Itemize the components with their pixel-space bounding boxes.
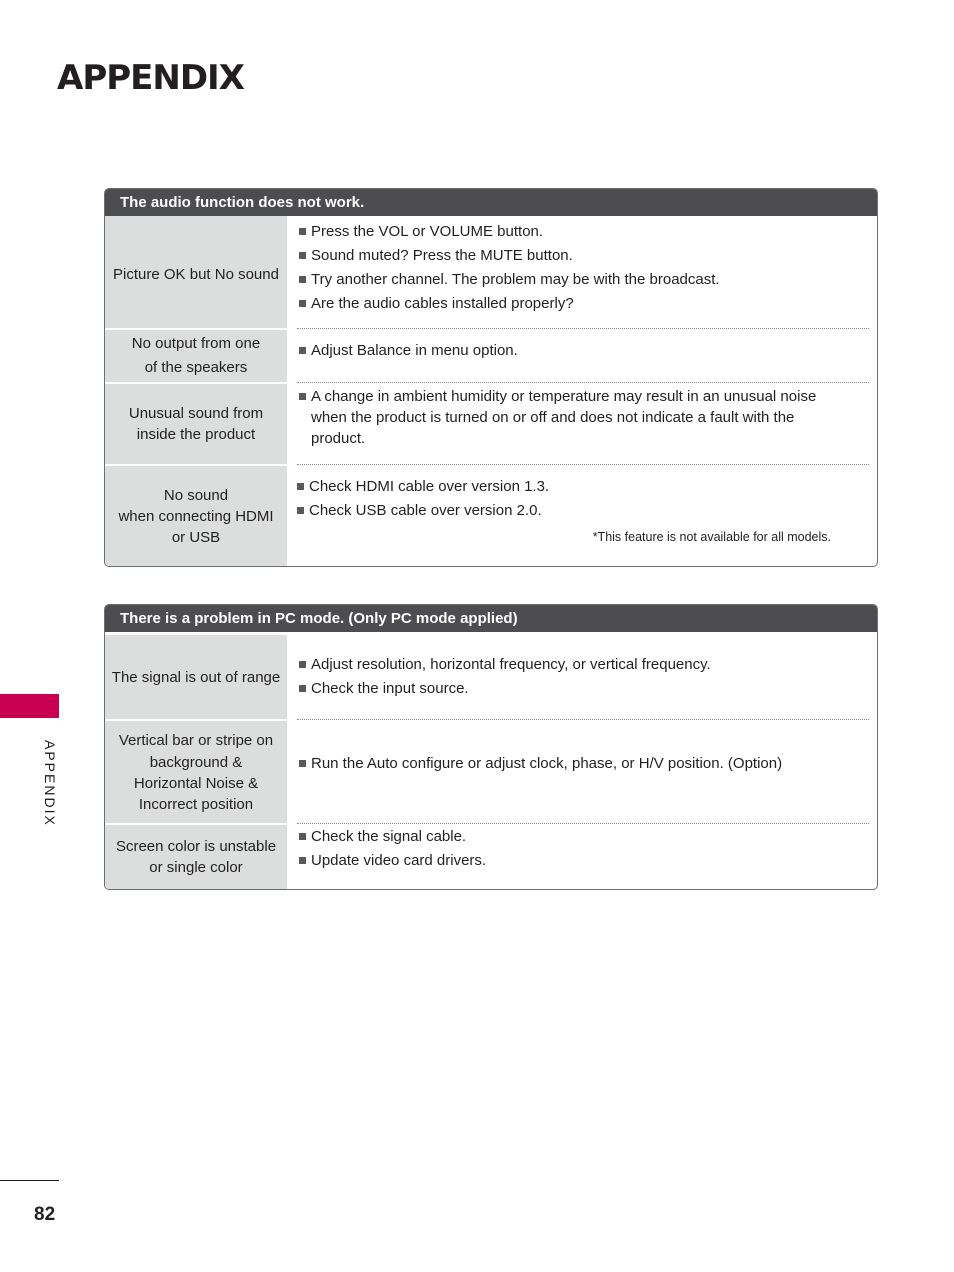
remedy-text: Check the signal cable. (311, 828, 467, 845)
remedy-item (299, 386, 869, 449)
remedy-cell (287, 719, 877, 823)
symptom-cell (105, 328, 287, 382)
symptom-text: The signal is out of range (111, 668, 281, 686)
remedy-text: Adjust resolution, horizontal frequency, or vertical frequency. (311, 656, 711, 673)
square-bullet-icon (299, 252, 306, 259)
remedy-text: Run the Auto configure or adjust clock, phase, or H/V position. (Option) (311, 755, 783, 772)
symptom-text: Horizontal Noise & (133, 775, 259, 792)
audio-troubleshooting-table (104, 188, 878, 567)
table-row (105, 216, 877, 328)
remedy-text: Check the input source. (311, 680, 469, 697)
pc-mode-troubleshooting-table (104, 604, 878, 890)
footer-divider (0, 1180, 59, 1181)
symptom-text: or single color (149, 859, 243, 876)
symptom-text: Picture OK but No sound (113, 265, 279, 283)
remedy-text: Check USB cable over version 2.0. (309, 502, 542, 519)
remedy-item (297, 475, 869, 499)
table-row (105, 823, 877, 889)
square-bullet-icon (299, 347, 306, 354)
remedy-cell (287, 635, 877, 719)
remedy-cell (287, 823, 877, 889)
table-row (105, 464, 877, 566)
remedy-text: Sound muted? Press the MUTE button. (311, 247, 573, 264)
remedy-text: Check HDMI cable over version 1.3. (309, 478, 550, 495)
square-bullet-icon (299, 661, 306, 668)
symptom-text: No sound (163, 486, 229, 504)
table-row (105, 719, 877, 823)
remedy-item (299, 849, 869, 873)
symptom-text: background & (149, 754, 243, 771)
remedy-cell (287, 216, 877, 328)
symptom-text: of the speakers (144, 359, 248, 376)
footnote: *This feature is not available for all models. (592, 530, 831, 544)
symptom-text: or USB (171, 528, 221, 546)
symptom-text: inside the product (136, 426, 256, 443)
square-bullet-icon (299, 833, 306, 840)
symptom-cell (105, 635, 287, 719)
square-bullet-icon (299, 857, 306, 864)
symptom-text: Unusual sound from (128, 405, 264, 422)
remedy-text: Adjust Balance in menu option. (311, 342, 518, 359)
symptom-cell (105, 382, 287, 464)
symptom-text: when connecting HDMI (118, 507, 274, 525)
page-title: APPENDIX (57, 58, 244, 98)
symptom-text: Incorrect position (138, 796, 254, 813)
remedy-text: Press the VOL or VOLUME button. (311, 223, 544, 240)
square-bullet-icon (299, 760, 306, 767)
square-bullet-icon (299, 276, 306, 283)
side-section-label: APPENDIX (42, 740, 58, 827)
table-header: There is a problem in PC mode. (Only PC mode applied) (105, 605, 877, 632)
page-number: 82 (34, 1204, 56, 1225)
section-tab-marker (0, 694, 59, 718)
symptom-cell (105, 464, 287, 566)
remedy-item (299, 244, 869, 268)
remedy-text: Try another channel. The problem may be with the broadcast. (311, 271, 720, 288)
square-bullet-icon (297, 483, 304, 490)
remedy-item (297, 499, 869, 523)
symptom-text: Vertical bar or stripe on (118, 732, 274, 749)
symptom-text: Screen color is unstable (115, 838, 277, 855)
remedy-item (299, 339, 869, 363)
remedy-text: Update video card drivers. (311, 852, 487, 869)
remedy-cell (287, 382, 877, 464)
remedy-item (299, 752, 869, 776)
square-bullet-icon (299, 300, 306, 307)
symptom-cell (105, 216, 287, 328)
remedy-cell (287, 464, 877, 566)
remedy-text: A change in ambient humidity or temperature may result in an unusual noise when the product is turned on or off and does not indicate a fault with the product. (311, 388, 817, 447)
remedy-item (299, 653, 869, 677)
square-bullet-icon (297, 507, 304, 514)
symptom-text: No output from one (131, 335, 261, 352)
remedy-cell (287, 328, 877, 382)
remedy-item (299, 220, 869, 244)
table-header: The audio function does not work. (105, 189, 877, 216)
table-row (105, 328, 877, 382)
remedy-item (299, 292, 869, 316)
remedy-item (299, 268, 869, 292)
square-bullet-icon (299, 393, 306, 400)
symptom-cell (105, 823, 287, 889)
square-bullet-icon (299, 228, 306, 235)
symptom-cell (105, 719, 287, 823)
remedy-item (299, 677, 869, 701)
remedy-text: Are the audio cables installed properly? (311, 295, 574, 312)
table-row (105, 382, 877, 464)
remedy-item (299, 825, 869, 849)
table-row (105, 635, 877, 719)
square-bullet-icon (299, 685, 306, 692)
